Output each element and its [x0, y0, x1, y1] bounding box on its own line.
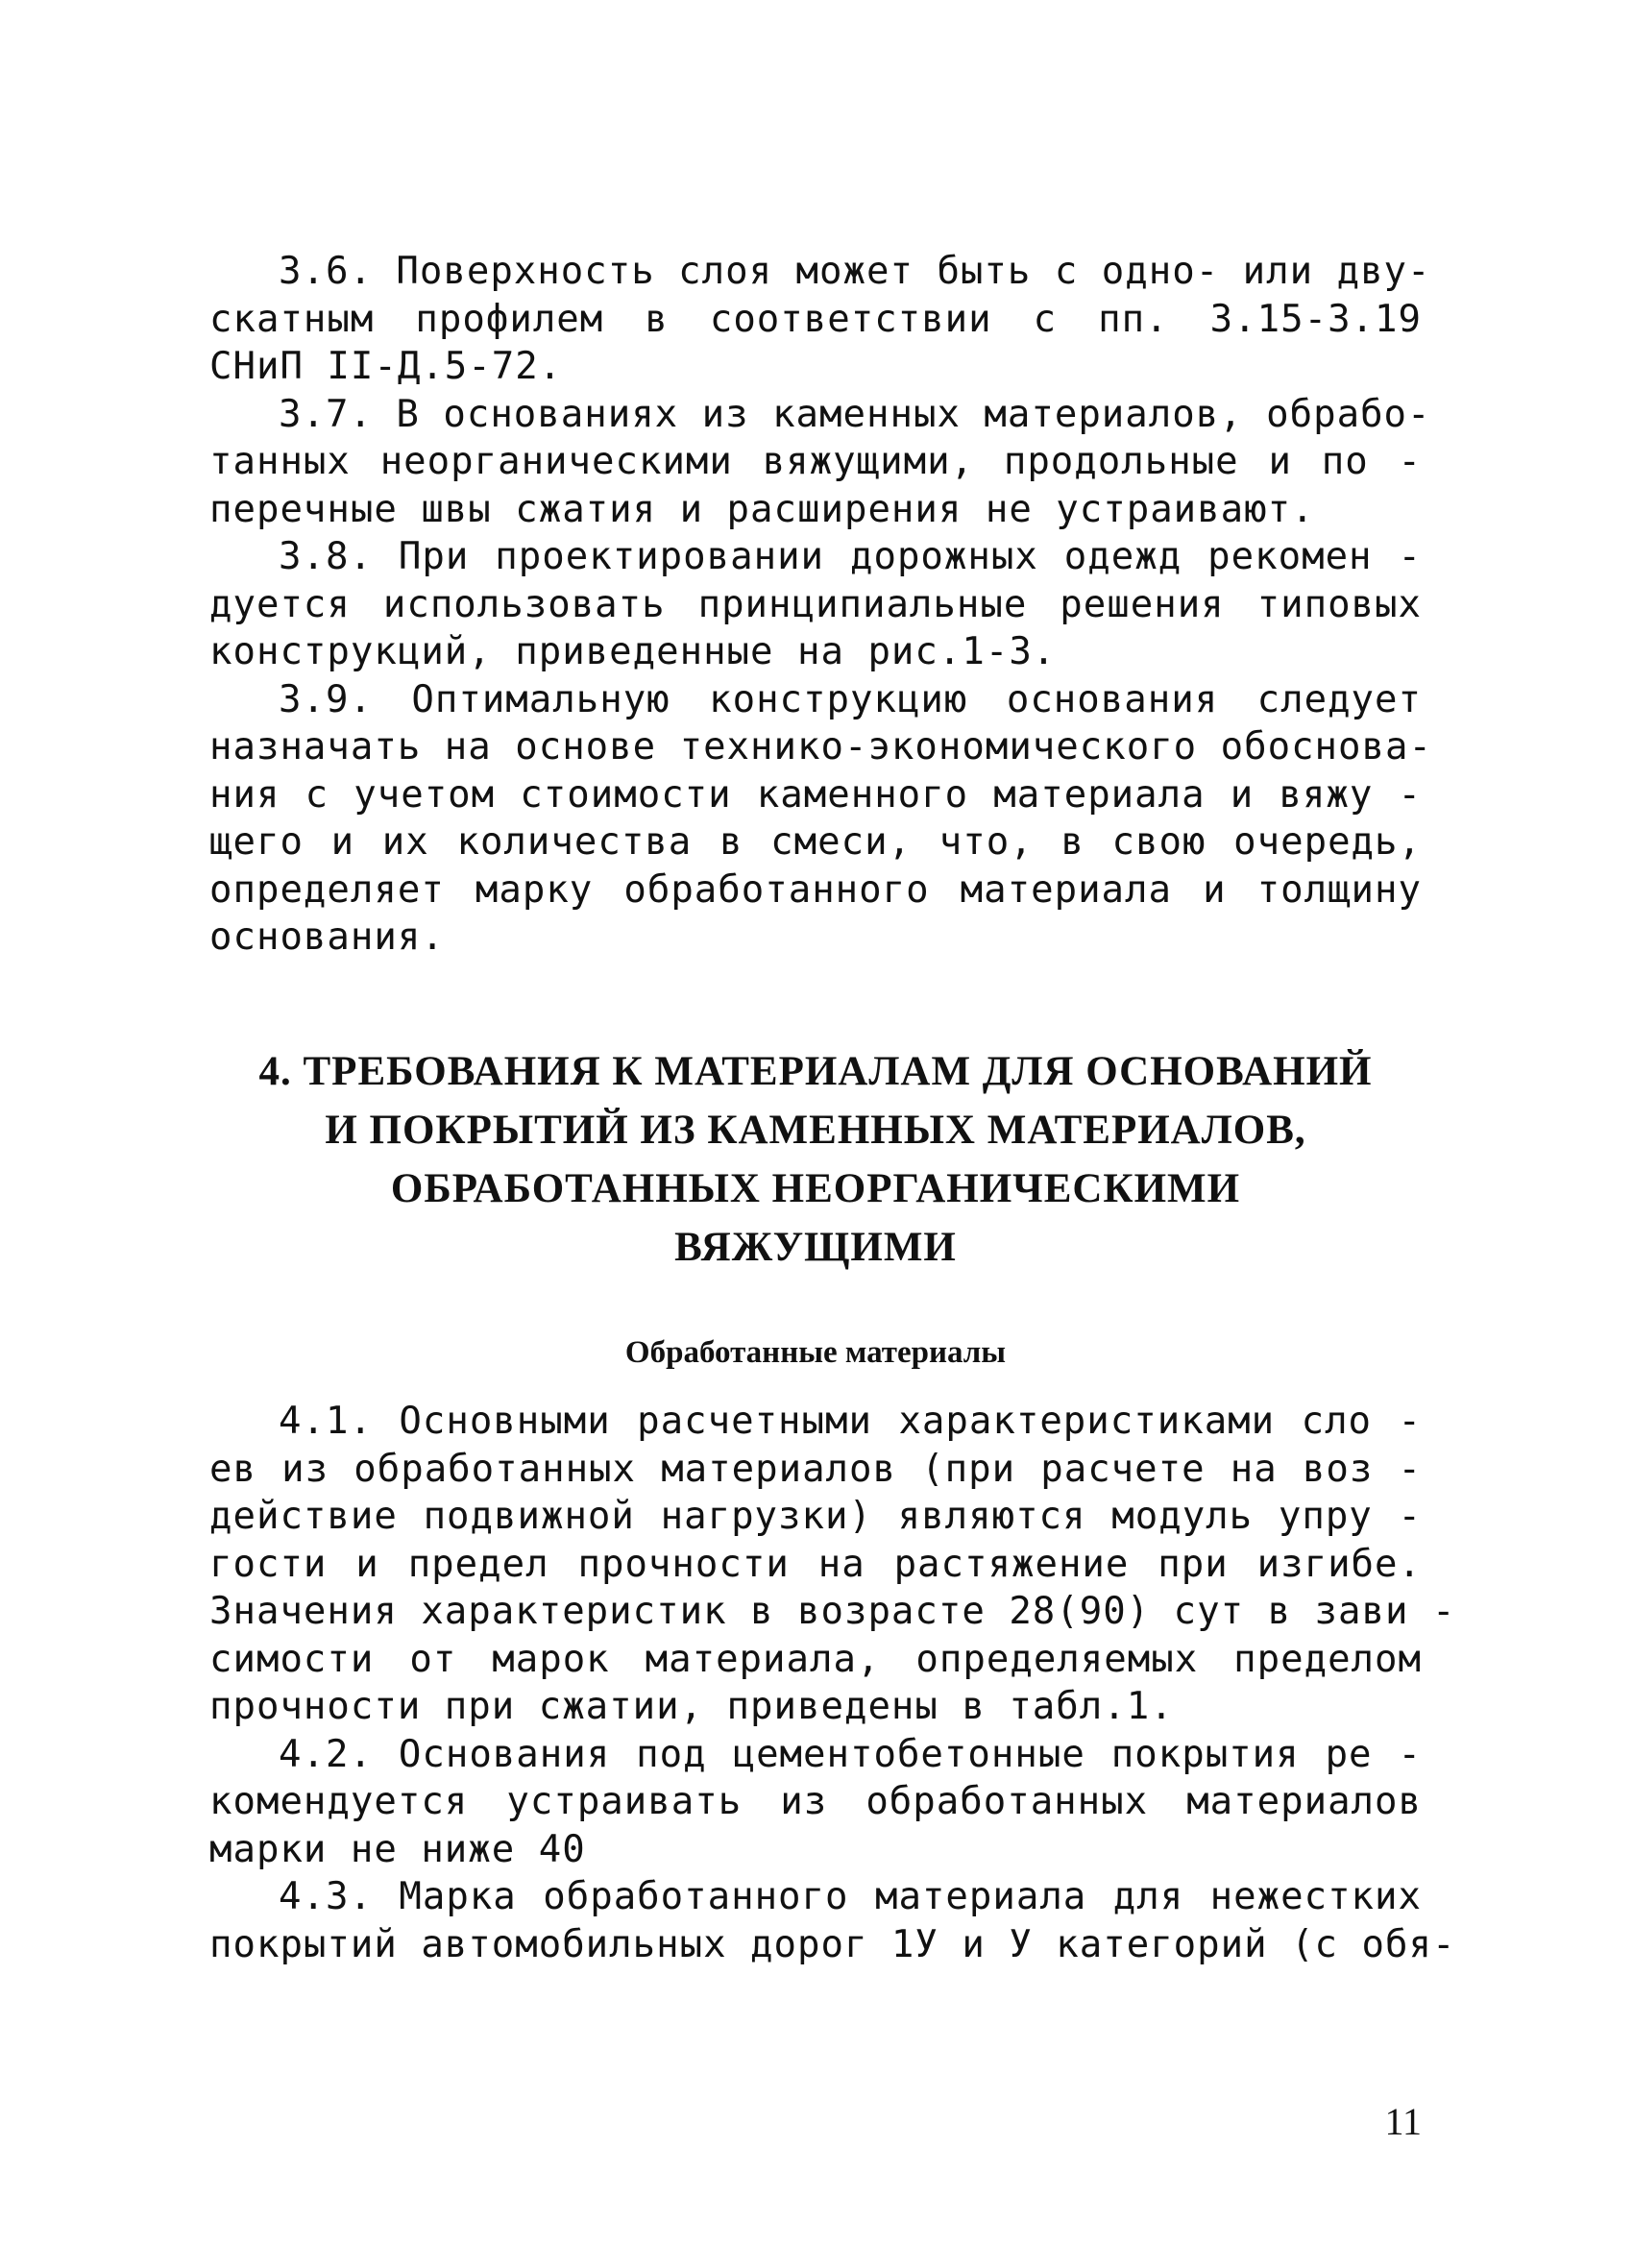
text-line: танных неорганическими вяжущими, продольные и по - — [209, 440, 1422, 483]
text-line: 3.7. В основаниях из каменных материалов, обрабо- — [279, 392, 1431, 436]
text-line: щего и их количества в смеси, что, в свою очередь, — [209, 820, 1422, 864]
page-number: 11 — [1384, 2100, 1422, 2143]
text-line: ев из обработанных материалов (при расчете на воз - — [209, 1447, 1422, 1491]
text-line: марки не ниже 40 — [209, 1827, 586, 1871]
paragraph-3-6 — [209, 248, 1431, 391]
text-line: гости и предел прочности на растяжение при изгибе. — [209, 1542, 1422, 1586]
text-line: скатным профилем в соответствии с пп. 3.15-3.19 — [209, 297, 1422, 341]
text-line: комендуется устраивать из обработанных материалов — [209, 1780, 1422, 1823]
text-line: симости от марок материала, определяемых пределом — [209, 1637, 1422, 1681]
paragraph-4-2 — [209, 1731, 1422, 1874]
section-heading — [209, 1042, 1422, 1277]
section-heading-line: 4. ТРЕБОВАНИЯ К МАТЕРИАЛАМ ДЛЯ ОСНОВАНИЙ — [258, 1049, 1373, 1094]
text-line: 3.9. Оптимальную конструкцию основания следует — [279, 677, 1422, 721]
section-heading-line: ВЯЖУЩИМИ — [674, 1225, 957, 1270]
text-line: определяет марку обработанного материала и толщину — [209, 867, 1422, 912]
text-line: основания. — [209, 915, 445, 959]
text-line: ния с учетом стоимости каменного материала и вяжу - — [209, 772, 1422, 817]
text-line: перечные швы сжатия и расширения не устраивают. — [209, 487, 1315, 531]
text-line: дуется использовать принципиальные решения типовых — [209, 582, 1422, 626]
paragraph-3-9 — [209, 676, 1432, 962]
text-line: прочности при сжатии, приведены в табл.1. — [209, 1685, 1174, 1728]
text-line: 4.1. Основными расчетными характеристиками сло - — [279, 1400, 1422, 1443]
text-line: Значения характеристик в возрасте 28(90) сут в зави - — [209, 1590, 1456, 1633]
text-line: 4.2. Основания под цементобетонные покрытия ре - — [279, 1732, 1422, 1776]
section-heading-line: ОБРАБОТАННЫХ НЕОРГАНИЧЕСКИМИ — [390, 1166, 1241, 1211]
body-text-top — [209, 248, 1432, 962]
text-line: конструкций, приведенные на рис.1-3. — [209, 630, 1057, 673]
paragraph-4-3 — [209, 1873, 1456, 1968]
text-line: 4.3. Марка обработанного материала для нежестких — [279, 1875, 1422, 1918]
text-line: СНиП II-Д.5-72. — [209, 345, 563, 388]
text-line: 3.6. Поверхность слоя может быть с одно- или дву- — [279, 250, 1431, 293]
subsection-heading: Обработанные материалы — [624, 1335, 1007, 1370]
text-line: действие подвижной нагрузки) являются модуль упру - — [209, 1495, 1422, 1538]
paragraph-4-1 — [209, 1398, 1456, 1731]
text-line: назначать на основе технико-экономического обоснова- — [209, 725, 1432, 768]
text-line: 3.8. При проектировании дорожных одежд рекомен - — [279, 535, 1422, 578]
section-heading-line: И ПОКРЫТИЙ ИЗ КАМЕННЫХ МАТЕРИАЛОВ, — [325, 1108, 1306, 1153]
text-line: покрытий автомобильных дорог 1У и У категорий (с обя- — [209, 1922, 1456, 1966]
body-text-bottom — [209, 1398, 1456, 1968]
paragraph-3-8 — [209, 533, 1422, 676]
paragraph-3-7 — [209, 391, 1431, 534]
